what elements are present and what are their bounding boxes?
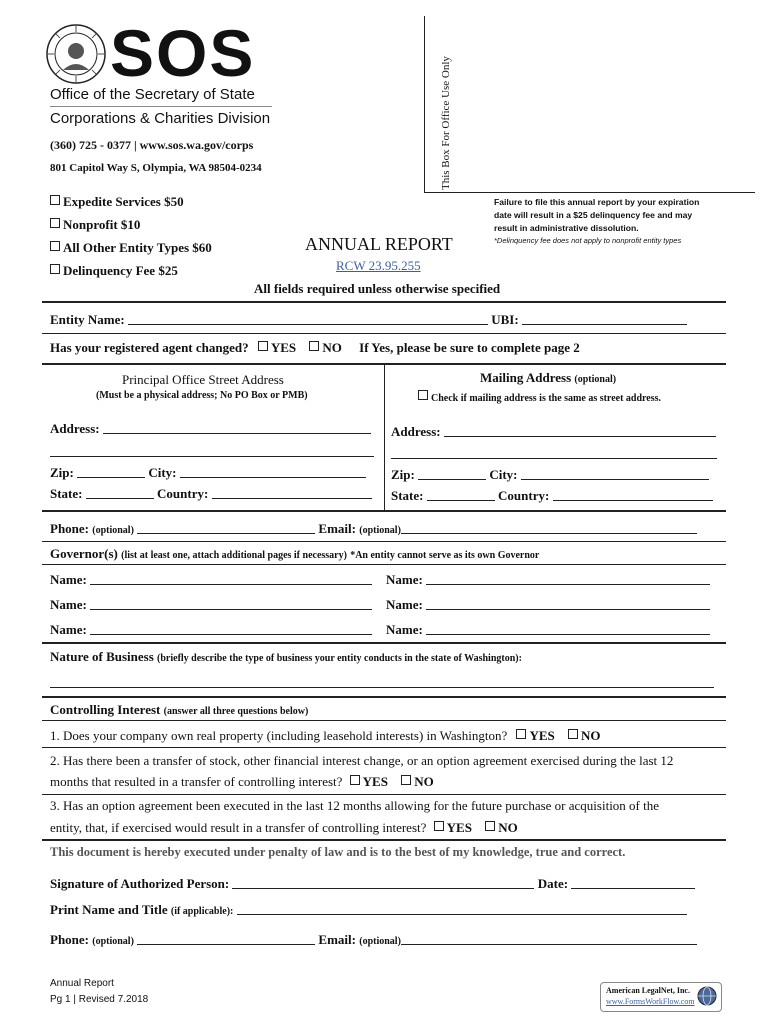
mailing-zip-row — [391, 467, 709, 483]
phone-label: Phone: — [50, 521, 89, 536]
principal-zip-row — [50, 465, 366, 481]
controlling-note: (answer all three questions below) — [163, 706, 309, 717]
footer-form-name: Annual Report — [50, 978, 114, 989]
mailing-state-label: State — [391, 488, 420, 503]
principal-address-line-2 — [50, 456, 374, 457]
vendor-name: American LegalNet, Inc. — [606, 986, 690, 995]
q2-no-label: NO — [414, 774, 434, 789]
q2-no[interactable] — [401, 774, 434, 789]
print-name-label: Print Name and Title — [50, 902, 168, 917]
principal-address-label: Address — [50, 421, 96, 436]
governors-title: Governor(s) — [50, 546, 118, 561]
phone-field-2[interactable] — [137, 932, 315, 945]
divider-q2 — [42, 794, 726, 795]
phone-label-2: Phone: — [50, 932, 89, 947]
agent-note: If Yes, please be sure to complete page 2 — [359, 340, 580, 355]
divider-controlling-title — [42, 720, 726, 721]
date-label: Date: — [537, 876, 569, 891]
governor-name-3-field[interactable] — [90, 597, 372, 610]
principal-title: Principal Office Street Address — [122, 372, 284, 387]
mailing-state-field[interactable] — [427, 488, 495, 501]
globe-icon — [697, 986, 717, 1006]
phone-optional: (optional) — [92, 525, 134, 536]
print-name-row — [50, 902, 687, 918]
header-divider — [50, 106, 272, 107]
email-optional-2: (optional) — [359, 936, 401, 947]
controlling-q2-text: months that resulted in a transfer of controlling interest? — [50, 774, 343, 789]
controlling-q1 — [50, 728, 601, 744]
fee-expedite[interactable] — [50, 194, 184, 210]
governor-name-2: Name: — [386, 572, 710, 588]
governors-heading — [50, 546, 539, 562]
principal-zip-label: Zip: — [50, 465, 74, 480]
agent-row — [50, 340, 580, 356]
mailing-state-row: State: Country: — [391, 488, 713, 504]
mailing-same-check[interactable] — [418, 390, 661, 404]
warning-line-2: date will result in a $25 delinquency fee and may — [494, 210, 693, 220]
mailing-same-check-label: Check if mailing address is the same as street address. — [431, 393, 661, 404]
agent-yes-label: YES — [270, 340, 297, 355]
mailing-country-label: Country — [498, 488, 545, 503]
principal-state-field[interactable] — [86, 486, 154, 499]
office-use-label: This Box For Office Use Only — [440, 56, 452, 190]
print-name-if-applicable: (if applicable): — [170, 906, 234, 917]
contact-info: (360) 725 - 0377 | www.sos.wa.gov/corps — [50, 138, 254, 152]
phone-email-row-2 — [50, 932, 697, 948]
principal-city-field[interactable] — [180, 465, 366, 478]
governor-name-1-field[interactable] — [90, 572, 372, 585]
agent-yes[interactable] — [258, 340, 296, 355]
divider-q1 — [42, 747, 726, 748]
phone-email-row — [50, 521, 697, 537]
divider-entity-top — [42, 301, 726, 303]
q3-yes-label: YES — [446, 820, 472, 835]
controlling-q3-line-1: 3. Has an option agreement been executed in the last 12 months allowing for the future purchase or acquisition of the — [50, 798, 660, 813]
governor-name-5-field[interactable] — [90, 622, 372, 635]
agent-no-label: NO — [322, 340, 342, 355]
principal-zip-field[interactable] — [77, 465, 145, 478]
mailing-zip-field[interactable] — [418, 467, 486, 480]
divider-governors-title — [42, 564, 726, 565]
fee-other[interactable] — [50, 240, 212, 256]
office-use-box — [424, 16, 755, 193]
ubi-label: UBI: — [491, 312, 519, 327]
governor-name-4: Name: — [386, 597, 710, 613]
mailing-optional: (optional) — [574, 374, 617, 385]
divider-entity-bottom — [42, 333, 726, 334]
principal-address-row: Address: — [50, 421, 371, 437]
fee-nonprofit-label: Nonprofit $10 — [63, 217, 141, 232]
vendor-url[interactable]: www.FormsWorkFlow.com — [606, 997, 695, 1006]
declaration: This document is hereby executed under penalty of law and is to the best of my knowledge, true and correct. — [50, 845, 626, 859]
mailing-city-field[interactable] — [521, 467, 709, 480]
principal-address-field[interactable] — [103, 421, 371, 434]
entity-row — [50, 312, 687, 328]
governor-name-6-field[interactable] — [426, 622, 710, 635]
principal-state-label: State — [50, 486, 79, 501]
principal-subtitle: (Must be a physical address; No PO Box or PMB) — [96, 390, 308, 401]
email-field[interactable] — [401, 521, 697, 534]
fee-nonprofit[interactable] — [50, 217, 140, 233]
address-column-divider — [384, 363, 385, 510]
controlling-q2-line-1: 2. Has there been a transfer of stock, other financial interest change, or an option agreement exercised during the last 12 — [50, 753, 674, 768]
mailing-address-label: Address — [391, 424, 437, 439]
fee-other-label: All Other Entity Types $60 — [63, 240, 212, 255]
entity-name-field[interactable] — [128, 312, 488, 325]
controlling-q1-text: 1. Does your company own real property (including leasehold interests) in Washington? — [50, 728, 508, 743]
sos-logo: SOS — [110, 16, 256, 90]
controlling-q2-line-2 — [50, 774, 434, 790]
governors-note-2: *An entity cannot serve as its own Governor — [350, 550, 540, 561]
agent-question: Has your registered agent changed? — [50, 340, 249, 355]
q2-yes-label: YES — [362, 774, 388, 789]
warning-line-3: result in administrative dissolution. — [494, 223, 639, 233]
footer-page-info: Pg 1 | Revised 7.2018 — [50, 994, 149, 1005]
q3-no[interactable] — [485, 820, 518, 835]
required-note: All fields required unless otherwise specified — [254, 281, 501, 296]
mailing-title-row — [480, 370, 616, 386]
nature-title: Nature of Business — [50, 649, 154, 664]
q3-yes[interactable] — [434, 820, 472, 835]
q1-yes[interactable] — [516, 728, 554, 743]
mailing-zip-label: Zip: — [391, 467, 415, 482]
governor-name-6: Name: — [386, 622, 710, 638]
principal-state-row: State: Country: — [50, 486, 372, 502]
mailing-address-row: Address: — [391, 424, 716, 440]
signature-field[interactable] — [232, 876, 534, 889]
governor-name-4-field[interactable] — [426, 597, 710, 610]
date-field[interactable] — [571, 876, 695, 889]
print-name-field[interactable] — [237, 902, 687, 915]
mailing-city-label: City: — [489, 467, 518, 482]
governor-name-1: Name: — [50, 572, 372, 588]
controlling-title: Controlling Interest — [50, 702, 161, 717]
signature-label: Signature of Authorized Person: — [50, 876, 230, 891]
office-title: Office of the Secretary of State — [50, 86, 255, 103]
divider-address-bottom — [42, 510, 726, 512]
q1-yes-label: YES — [529, 728, 555, 743]
mailing-address-line-2 — [391, 458, 717, 459]
entity-name-label: Entity Name: — [50, 312, 125, 327]
governor-name-3: Name: — [50, 597, 372, 613]
q2-yes[interactable] — [350, 774, 388, 789]
form-title: ANNUAL REPORT — [305, 234, 453, 254]
vendor-badge — [600, 982, 722, 1012]
division-title: Corporations & Charities Division — [50, 110, 271, 127]
fee-expedite-label: Expedite Services $50 — [63, 194, 184, 209]
signature-row — [50, 876, 695, 892]
mailing-country-field[interactable] — [553, 488, 713, 501]
nature-field[interactable] — [50, 687, 714, 688]
state-seal — [46, 24, 106, 84]
mailing-address-field[interactable] — [444, 424, 716, 437]
principal-country-field[interactable] — [212, 486, 372, 499]
warning-line-1: Failure to file this annual report by your expiration — [494, 197, 700, 207]
rcw-link[interactable]: RCW 23.95.255 — [336, 258, 421, 273]
email-field-2[interactable] — [401, 932, 697, 945]
phone-optional-2: (optional) — [92, 936, 134, 947]
phone-field[interactable] — [137, 521, 315, 534]
email-optional: (optional) — [359, 525, 401, 536]
q1-no-label: NO — [581, 728, 601, 743]
principal-city-label: City: — [148, 465, 177, 480]
governor-name-2-field[interactable] — [426, 572, 710, 585]
controlling-q3-line-2 — [50, 820, 518, 836]
fee-delinquency-label: Delinquency Fee $25 — [63, 263, 178, 278]
divider-governors-bottom — [42, 642, 726, 644]
nature-note: (briefly describe the type of business your entity conducts in the state of Washington): — [157, 653, 522, 664]
email-label: Email: — [318, 521, 356, 536]
controlling-heading — [50, 702, 308, 718]
divider-phone-bottom — [42, 541, 726, 542]
governors-note: (list at least one, attach additional pages if necessary) — [121, 550, 347, 561]
warning-note: *Delinquency fee does not apply to nonprofit entity types — [494, 236, 682, 245]
ubi-field[interactable] — [522, 312, 687, 325]
agent-no[interactable] — [309, 340, 342, 355]
email-label-2: Email: — [318, 932, 356, 947]
controlling-q3-text: entity, that, if exercised would result in a transfer of controlling interest? — [50, 820, 427, 835]
divider-q3 — [42, 839, 726, 841]
q3-no-label: NO — [498, 820, 518, 835]
mailing-title: Mailing Address — [480, 370, 572, 385]
fee-delinquency[interactable] — [50, 263, 178, 279]
divider-nature-bottom — [42, 696, 726, 698]
nature-heading — [50, 649, 522, 665]
q1-no[interactable] — [568, 728, 601, 743]
governor-name-5: Name: — [50, 622, 372, 638]
mailing-address-header: 801 Capitol Way S, Olympia, WA 98504-0234 — [50, 162, 262, 174]
principal-country-label: Country — [157, 486, 204, 501]
